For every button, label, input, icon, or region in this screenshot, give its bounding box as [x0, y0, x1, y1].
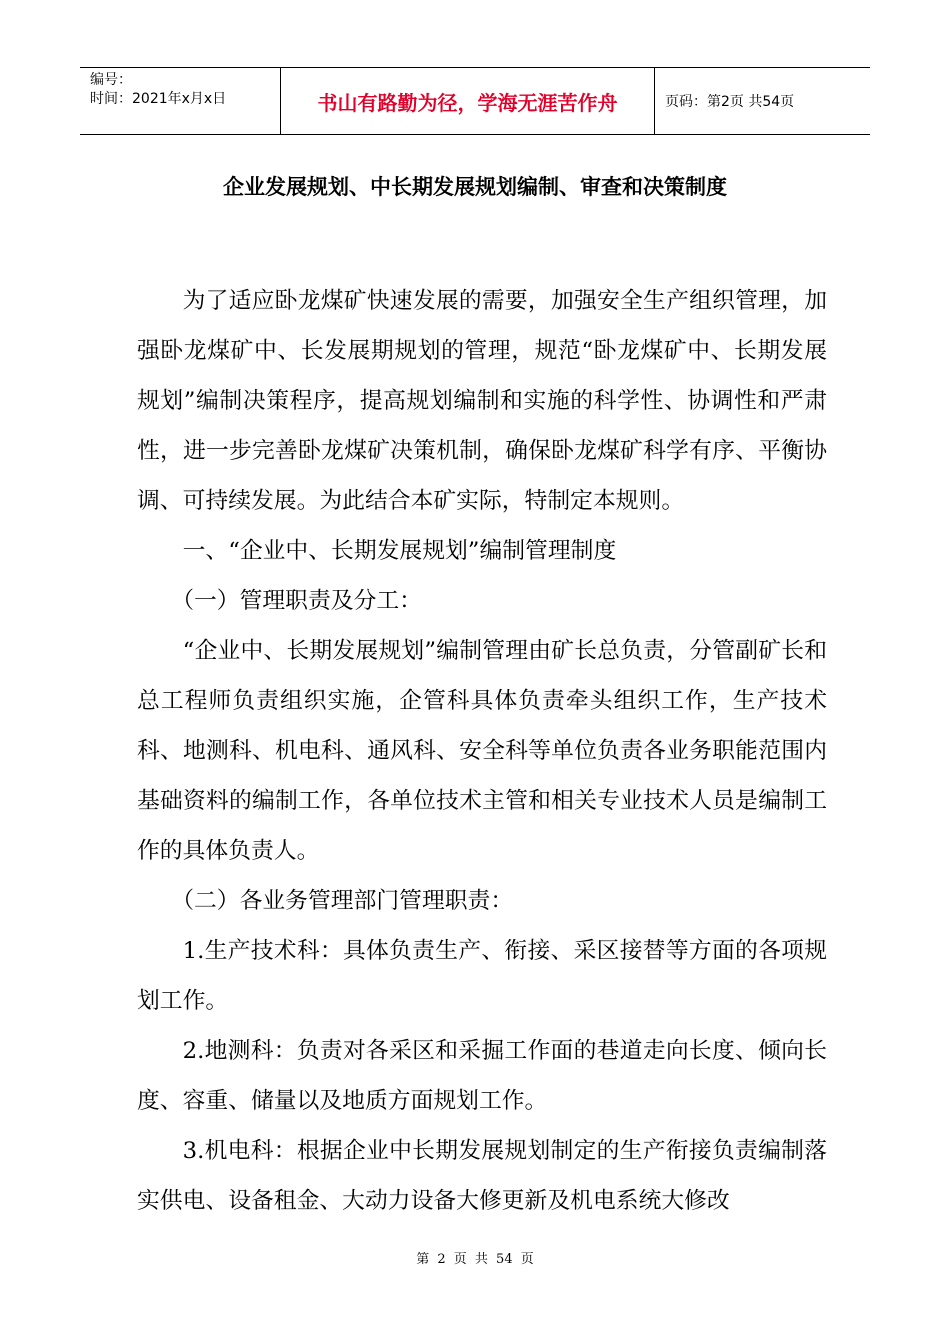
document-body — [137, 276, 827, 1226]
list-item: 3.机电科：根据企业中长期发展规划制定的生产衔接负责编制落实供电、设备租金、大动力设备大修更新及机电系统大修改 — [137, 1138, 827, 1214]
document-header — [80, 67, 870, 135]
header-page-cell — [655, 68, 870, 134]
time-label: 时间：2021年x月x日 — [90, 91, 227, 107]
paragraph: “企业中、长期发展规划”编制管理由矿长总负责，分管副矿长和总工程师负责组织实施，企管科具体负责牵头组织工作，生产技术科、地测科、机电科、通风科、安全科等单位负责各业务职能范围内基础资料的编制工作，各单位技术主管和相关专业技术人员是编制工作的具体负责人。 — [137, 638, 827, 864]
subsection-heading: （二）各业务管理部门管理职责： — [171, 888, 514, 914]
document-title: 企业发展规划、中长期发展规划编制、审查和决策制度 — [223, 175, 727, 199]
header-motto-cell — [281, 68, 655, 134]
paragraph: 为了适应卧龙煤矿快速发展的需要，加强安全生产组织管理，加强卧龙煤矿中、长发展期规划的管理，规范“卧龙煤矿中、长期发展规划”编制决策程序，提高规划编制和实施的科学性、协调性和严肃性，进一步完善卧龙煤矿决策机制，确保卧龙煤矿科学有序、平衡协调、可持续发展。为此结合本矿实际，特制定本规则。 — [137, 288, 827, 514]
header-meta-cell — [80, 68, 281, 134]
motto: 书山有路勤为径，学海无涯苦作舟 — [317, 90, 618, 115]
subsection-heading: （一）管理职责及分工： — [171, 588, 422, 614]
number-label: 编号： — [90, 72, 132, 88]
page-info: 页码：第2页 共54页 — [665, 94, 795, 110]
section-heading: 一、“企业中、长期发展规划”编制管理制度 — [182, 538, 617, 564]
list-item: 1.生产技术科：具体负责生产、衔接、采区接替等方面的各项规划工作。 — [137, 938, 827, 1014]
page-footer: 第 2 页 共 54 页 — [416, 1252, 534, 1267]
list-item: 2.地测科：负责对各采区和采掘工作面的巷道走向长度、倾向长度、容重、储量以及地质方面规划工作。 — [137, 1038, 827, 1114]
